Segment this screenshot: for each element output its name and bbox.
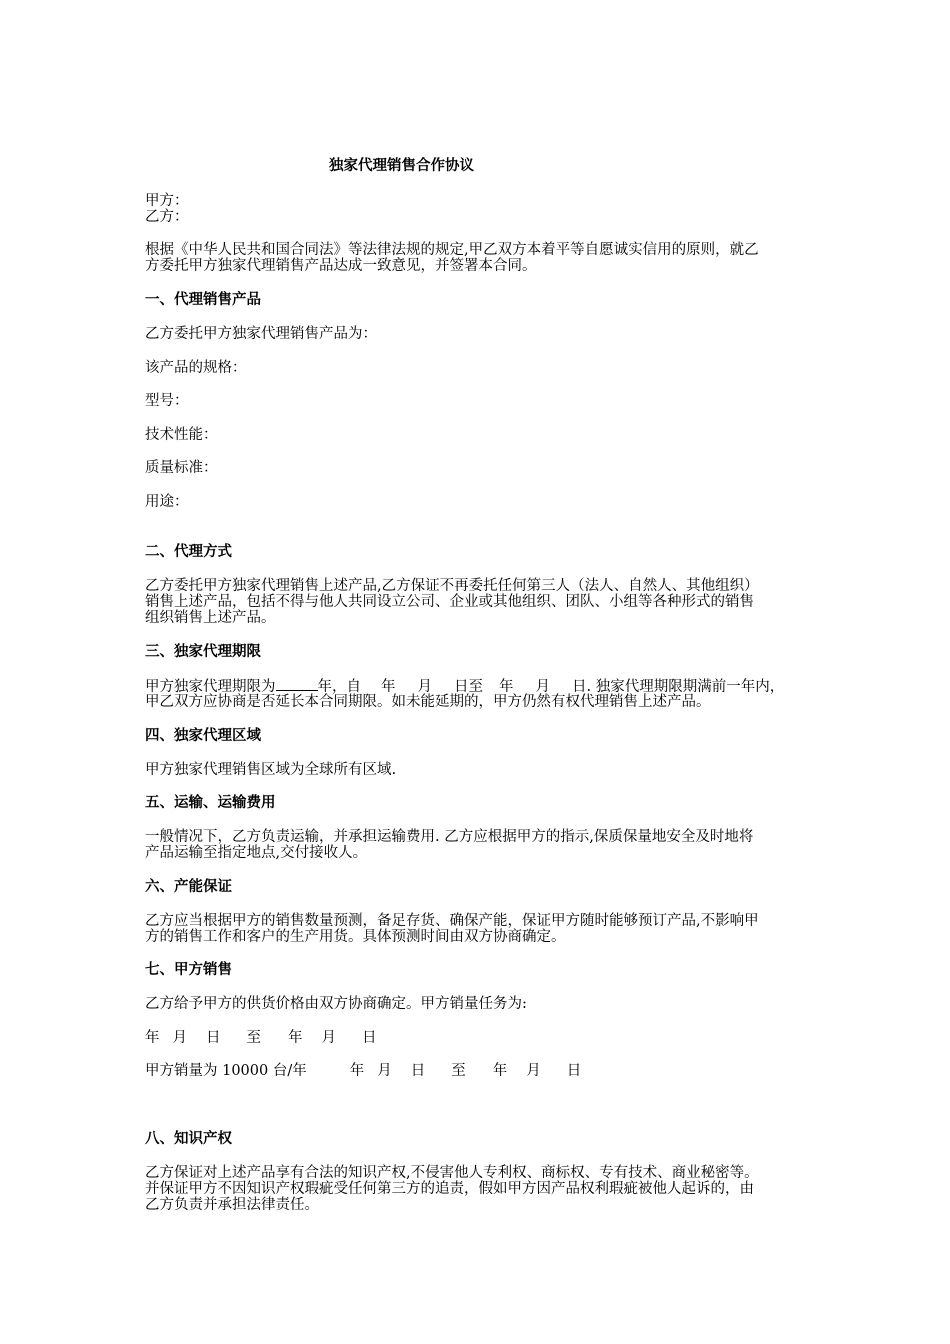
date-to: 至 bbox=[246, 1030, 261, 1046]
section-line: 甲乙双方应协商是否延长本合同期限。如未能延期的，甲方仍然有权代理销售上述产品。 bbox=[145, 694, 711, 710]
section-line: 并保证甲方不因知识产权瑕疵受任何第三方的追责，假如甲方因产品权利瑕疵被他人起诉的，由 bbox=[145, 1181, 754, 1197]
section-line: 技术性能： bbox=[145, 427, 218, 443]
section-line: 型号： bbox=[145, 393, 189, 409]
section-line: 该产品的规格： bbox=[145, 360, 247, 376]
date-month: 月 bbox=[526, 1063, 541, 1079]
section-line: 一般情况下，乙方负责运输，并承担运输费用. 乙方应根据甲方的指示,保质保量地安全及时地将 bbox=[145, 829, 754, 845]
date-month: 月 bbox=[377, 1063, 392, 1079]
date-to: 至 bbox=[451, 1063, 466, 1079]
party-b-label: 乙方： bbox=[145, 209, 189, 225]
section-line: 乙方给予甲方的供货价格由双方协商确定。甲方销量任务为: bbox=[145, 996, 527, 1012]
term-years-blank bbox=[276, 678, 318, 691]
quota-row bbox=[145, 1063, 581, 1079]
date-day: 日 bbox=[410, 1063, 426, 1079]
date-month: 月 bbox=[321, 1030, 336, 1046]
section-line: 组织销售上述产品。 bbox=[145, 610, 276, 626]
date-year: 年 bbox=[145, 1030, 160, 1046]
section-line: 销售上述产品，包括不得与他人共同设立公司、企业或其他组织、团队、小组等各种形式的销售 bbox=[145, 594, 754, 610]
section-heading: 二、代理方式 bbox=[145, 544, 232, 560]
preamble-line: 方委托甲方独家代理销售产品达成一致意见，并签署本合同。 bbox=[145, 258, 537, 274]
date-day: 日 bbox=[362, 1030, 377, 1046]
section-line: 用途： bbox=[145, 494, 189, 510]
section-heading: 一、代理销售产品 bbox=[145, 292, 261, 308]
start-day-label: 日至 bbox=[454, 679, 483, 695]
date-year: 年 bbox=[492, 1063, 508, 1079]
document-title: 独家代理销售合作协议 bbox=[329, 158, 474, 174]
date-year: 年 bbox=[349, 1063, 365, 1079]
section-line: 甲方独家代理销售区域为全球所有区域. bbox=[145, 762, 397, 778]
start-month-label: 月 bbox=[417, 679, 432, 695]
party-a-label: 甲方： bbox=[145, 193, 189, 209]
section-heading: 四、独家代理区域 bbox=[145, 728, 261, 744]
quota-text: 甲方销量为 10000 台/年 bbox=[145, 1063, 307, 1079]
preamble-line: 根据《中华人民共和国合同法》等法律法规的规定,甲乙双方本着平等自愿诚实信用的原则，就乙 bbox=[145, 242, 759, 258]
section-line: 乙方负责并承担法律责任。 bbox=[145, 1197, 319, 1213]
end-month-label: 月 bbox=[535, 679, 550, 695]
start-year-label: 年 bbox=[381, 679, 396, 695]
section-line: 乙方委托甲方独家代理销售上述产品,乙方保证不再委托任何第三人（法人、自然人、其他组织） bbox=[145, 578, 759, 594]
end-year-label: 年 bbox=[499, 679, 514, 695]
date-day: 日 bbox=[566, 1063, 582, 1079]
date-month: 月 bbox=[172, 1030, 187, 1046]
section-heading: 五、运输、运输费用 bbox=[145, 795, 276, 811]
section-line: 乙方应当根据甲方的销售数量预测，备足存货、确保产能，保证甲方随时能够预订产品,不影响甲 bbox=[145, 913, 759, 929]
section-line: 质量标准： bbox=[145, 460, 218, 476]
date-day: 日 bbox=[206, 1030, 221, 1046]
section-line: 乙方保证对上述产品享有合法的知识产权,不侵害他人专利权、商标权、专有技术、商业秘密等。 bbox=[145, 1165, 759, 1181]
term-line bbox=[145, 678, 784, 695]
date-year: 年 bbox=[288, 1030, 303, 1046]
term-suffix: 日. 独家代理期限期满前一年内， bbox=[572, 679, 785, 695]
section-line: 方的销售工作和客户的生产用货。具体预测时间由双方协商确定。 bbox=[145, 929, 566, 945]
section-heading: 六、产能保证 bbox=[145, 879, 232, 895]
section-heading: 八、知识产权 bbox=[145, 1131, 232, 1147]
term-prefix: 甲方独家代理期限为 bbox=[145, 679, 276, 695]
section-heading: 三、独家代理期限 bbox=[145, 644, 261, 660]
term-year-label: 年，自 bbox=[317, 679, 361, 695]
section-line: 产品运输至指定地点,交付接收人。 bbox=[145, 845, 368, 861]
section-heading: 七、甲方销售 bbox=[145, 962, 232, 978]
date-range-row bbox=[145, 1030, 377, 1046]
section-line: 乙方委托甲方独家代理销售产品为： bbox=[145, 326, 377, 342]
